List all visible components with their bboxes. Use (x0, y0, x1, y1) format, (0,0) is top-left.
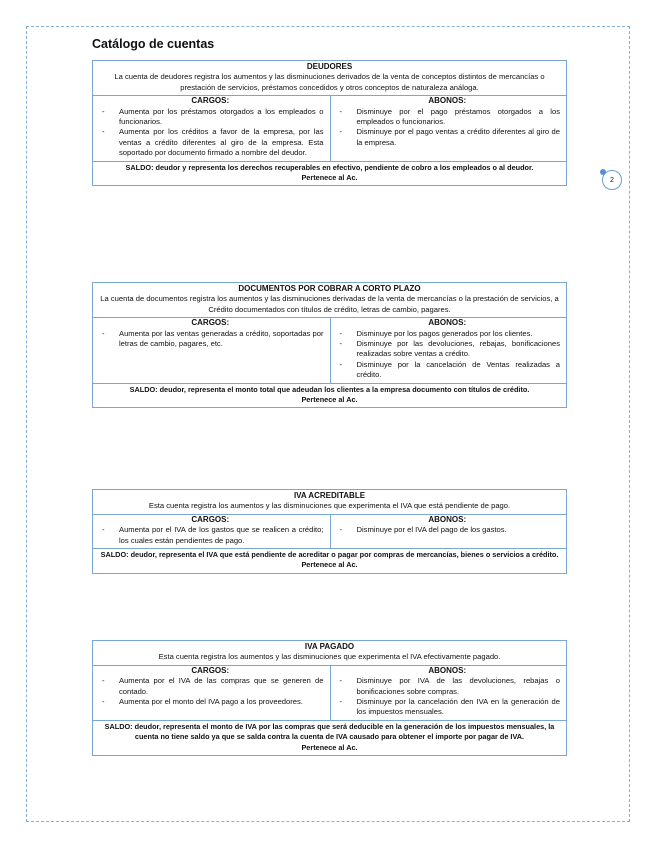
cargos-column (93, 666, 330, 720)
account-description: Esta cuenta registra los aumentos y las disminuciones que experimenta el IVA efectivamente pagado. (158, 652, 501, 662)
account-name: DEUDORES (306, 62, 353, 71)
account-iva-acreditable (92, 489, 567, 574)
account-header (93, 490, 566, 515)
cargo-item: - Aumenta por el monto del IVA pago a los proveedores. (97, 697, 324, 707)
account-columns (93, 318, 566, 383)
abonos-list (335, 676, 561, 718)
account-header (93, 61, 566, 96)
account-columns (93, 96, 566, 161)
abonos-heading: ABONOS: (428, 318, 467, 328)
account-description: La cuenta de deudores registra los aumentos y las disminuciones derivados de la venta de conceptos distintos de mercancías o prestación de servicios, préstamos concedidos y otros conceptos de naturaleza análoga. (114, 72, 545, 92)
account-footer (93, 549, 566, 573)
abono-item: - Disminuye por las devoluciones, rebajas, bonificaciones realizadas sobre ventas a crédito. (335, 339, 561, 360)
abono-item: - Disminuye por el pago préstamos otorgados a los empleados o funcionarios. (335, 107, 561, 128)
cargo-item: - Aumenta por los préstamos otorgados a los empleados o funcionarios. (97, 107, 324, 128)
saldo-text: SALDO: deudor, representa el monto de IVA por las compras que será deducible en la generación de los impuestos mensuales, la cuenta no tiene saldo ya que se salda contra la cuenta de IVA causado para obtener el importe por pagar de IVA. (104, 721, 555, 742)
account-columns (93, 515, 566, 549)
pertenece-text: Pertenece al Ac. (301, 395, 358, 405)
abono-item: - Disminuye por el pago ventas a crédito diferentes al giro de la empresa. (335, 127, 561, 148)
cargo-item: - Aumenta por las ventas generadas a crédito, soportadas por letras de cambio, pagares, etc. (97, 329, 324, 350)
abono-item: - Disminuye por IVA de las devoluciones, rebajas o bonificaciones sobre compras. (335, 676, 561, 697)
account-header (93, 283, 566, 318)
account-documentos-por-cobrar (92, 282, 567, 408)
document-title: Catálogo de cuentas (92, 37, 215, 51)
abonos-list (335, 107, 561, 149)
abonos-list (335, 329, 561, 381)
cargos-column (93, 318, 330, 382)
pertenece-text: Pertenece al Ac. (301, 742, 358, 752)
account-name: DOCUMENTOS POR COBRAR A CORTO PLAZO (238, 284, 421, 293)
cargo-item: - Aumenta por el IVA de las compras que se generen de contado. (97, 676, 324, 697)
saldo-text: SALDO: deudor, representa el IVA que está pendiente de acreditar o pagar por compras de mercancías, bienes o servicios a crédito. (100, 550, 559, 560)
cargos-heading: CARGOS: (191, 514, 230, 524)
saldo-text: SALDO: deudor, representa el monto total que adeudan los clientes a la empresa documento con títulos de crédito. (129, 384, 530, 394)
account-footer (93, 162, 566, 186)
abonos-heading: ABONOS: (428, 665, 467, 675)
abonos-column (330, 96, 567, 160)
cargos-heading: CARGOS: (191, 96, 230, 106)
account-footer (93, 384, 566, 408)
abono-item: - Disminuye por la cancelación den IVA en la generación de los impuestos mensuales. (335, 697, 561, 718)
abonos-list (335, 525, 561, 535)
cargos-list (97, 676, 324, 707)
cargos-column (93, 96, 330, 160)
cargos-heading: CARGOS: (191, 665, 230, 675)
account-header (93, 641, 566, 666)
account-deudores (92, 60, 567, 186)
cargos-column (93, 515, 330, 548)
pertenece-text: Pertenece al Ac. (301, 173, 358, 183)
cargos-list (97, 525, 324, 546)
abonos-column (330, 318, 567, 382)
account-name: IVA ACREDITABLE (293, 491, 366, 500)
abono-item: - Disminuye por el IVA del pago de los gastos. (335, 525, 561, 535)
cargo-item: - Aumenta por el IVA de los gastos que se realicen a crédito; los cuales están pendientes de pago. (97, 525, 324, 546)
account-description: Esta cuenta registra los aumentos y las disminuciones que experimenta el IVA que está pendiente de pago. (148, 501, 511, 511)
abono-item: - Disminuye por los pagos generados por los clientes. (335, 329, 561, 339)
cargos-heading: CARGOS: (191, 318, 230, 328)
pertenece-text: Pertenece al Ac. (301, 560, 358, 570)
abonos-heading: ABONOS: (428, 514, 467, 524)
page-number-badge: 2 (602, 170, 622, 190)
cargos-list (97, 329, 324, 350)
account-description: La cuenta de documentos registra los aumentos y las disminuciones derivadas de la venta de mercancías o la prestación de servicios, a Crédito documentados con títulos de crédito, letras de cambio, pagares. (100, 294, 559, 314)
saldo-text: SALDO: deudor y representa los derechos recuperables en efectivo, pendiente de cobro a los empleados o al deudor. (125, 162, 534, 172)
abonos-heading: ABONOS: (428, 96, 467, 106)
abonos-column (330, 666, 567, 720)
account-columns (93, 666, 566, 721)
cargos-list (97, 107, 324, 159)
abonos-column (330, 515, 567, 548)
account-iva-pagado (92, 640, 567, 756)
account-name: IVA PAGADO (304, 642, 355, 651)
abono-item: - Disminuye por la cancelación de Ventas realizadas a crédito. (335, 360, 561, 381)
cargo-item: - Aumenta por los créditos a favor de la empresa, por las ventas a crédito diferentes al giro de la empresa. Esta soportado por documento firmado a nombre del deudor. (97, 127, 324, 158)
account-footer (93, 721, 566, 755)
